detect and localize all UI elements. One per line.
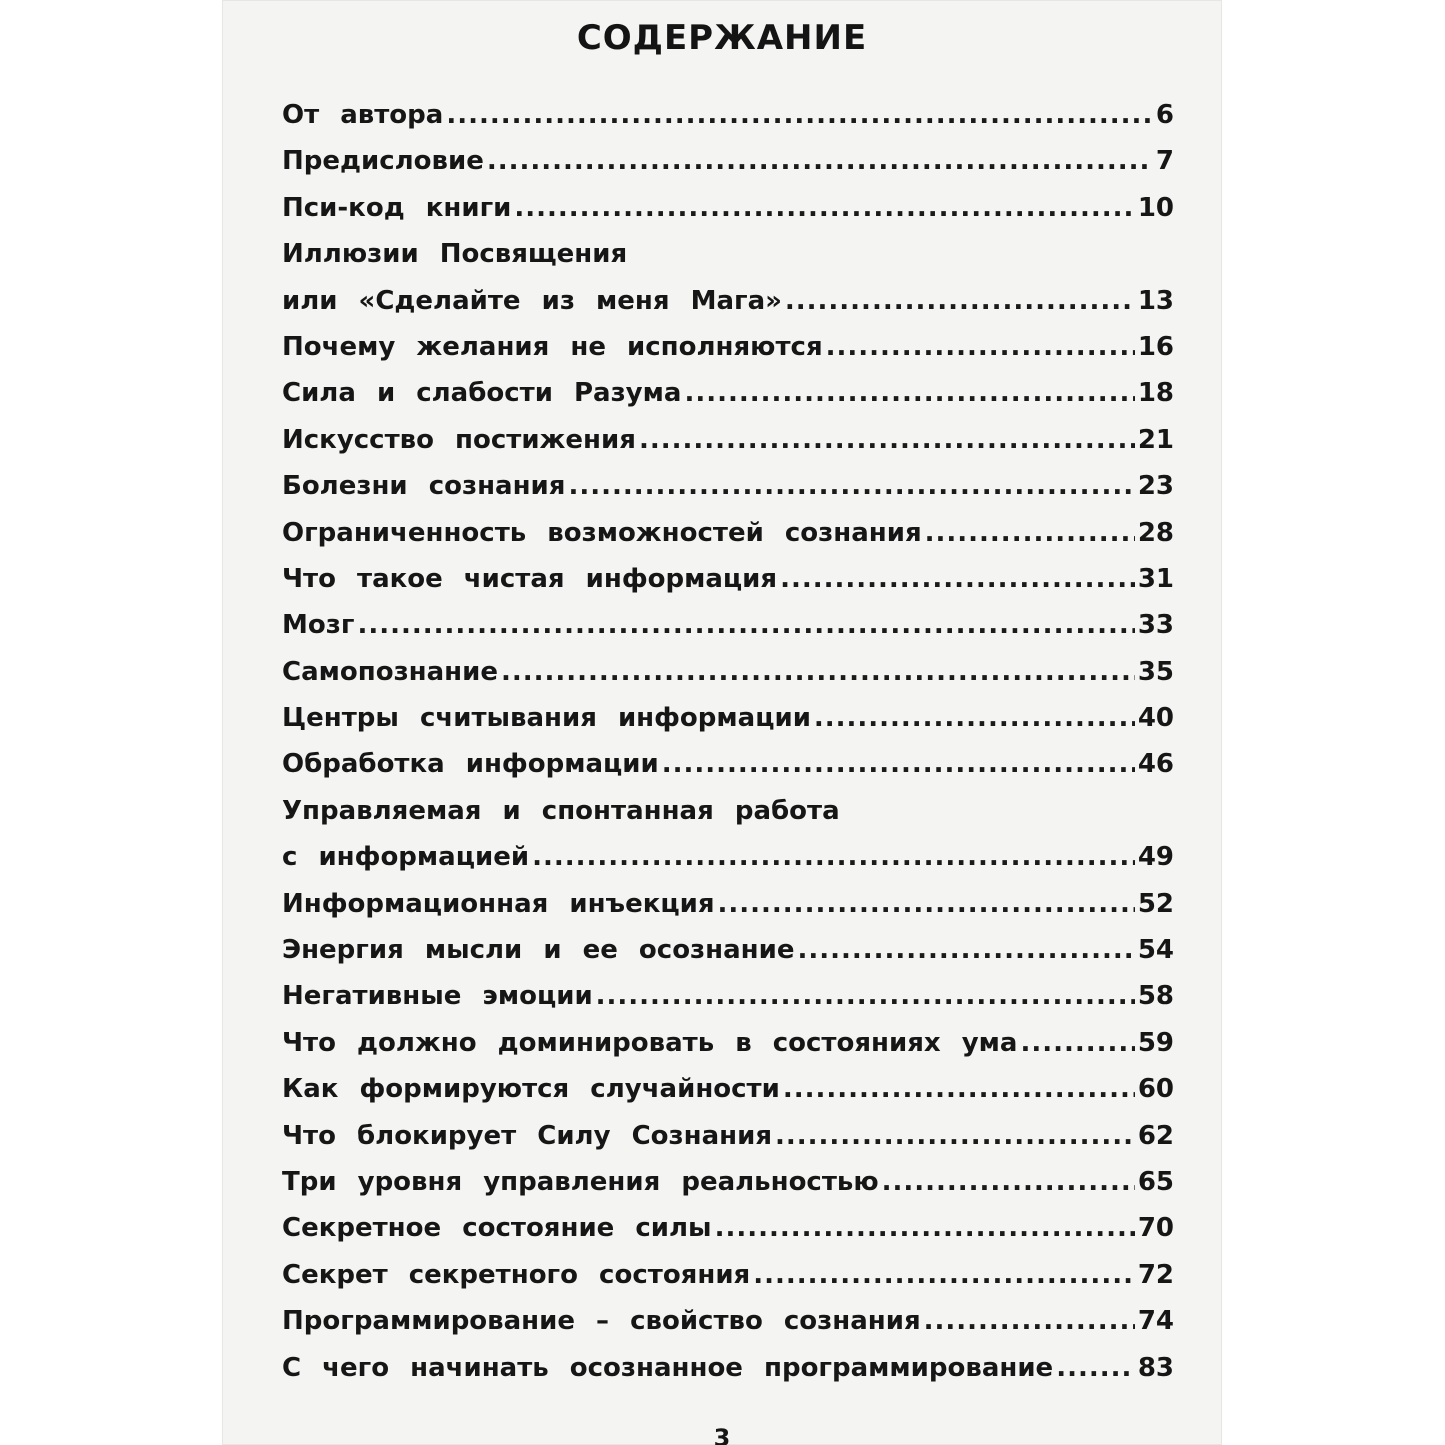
toc-leader-dots [785, 286, 1135, 316]
toc-entry [282, 1306, 1174, 1352]
toc-entry [282, 1213, 1174, 1259]
toc-entry [282, 703, 1174, 749]
toc-entry [282, 796, 1174, 842]
toc-entry-page: 16 [1137, 331, 1174, 362]
toc-leader-dots [501, 657, 1135, 687]
toc-entry-page: 83 [1137, 1352, 1174, 1383]
toc-entry [282, 610, 1174, 656]
toc-entry [282, 564, 1174, 610]
toc-entry-title: Искусство постижения [282, 424, 636, 455]
toc-entry-page: 21 [1137, 424, 1174, 455]
toc-entry-page: 28 [1137, 517, 1174, 548]
toc-entry-page: 31 [1137, 563, 1174, 594]
toc-leader-dots [662, 749, 1135, 779]
toc-entry-title: Энергия мысли и ее осознание [282, 935, 795, 966]
toc-entry [282, 749, 1174, 795]
toc-entry-title: Негативные эмоции [282, 981, 593, 1012]
toc-entry-title: Как формируются случайности [282, 1074, 780, 1105]
toc-leader-dots [797, 935, 1134, 965]
toc-leader-dots [639, 425, 1135, 455]
toc-entry-title: Ограниченность возможностей сознания [282, 517, 922, 548]
toc-leader-dots [596, 981, 1135, 1011]
toc-entry [282, 286, 1174, 332]
toc-entry [282, 842, 1174, 888]
toc-leader-dots [780, 564, 1135, 594]
toc-entry-title: Что должно доминировать в состояниях ума [282, 1027, 1018, 1058]
book-page [222, 0, 1222, 1445]
toc-entry-title: Центры считывания информации [282, 703, 811, 734]
toc-leader-dots [783, 1074, 1135, 1104]
toc-entry-title: Почему желания не исполняются [282, 331, 823, 362]
toc-leader-dots [446, 100, 1153, 130]
toc-leader-dots [924, 1306, 1135, 1336]
toc-entry-title: Что такое чистая информация [282, 563, 778, 594]
toc-leader-dots [814, 703, 1135, 733]
toc-entry [282, 1074, 1174, 1120]
toc-leader-dots [514, 193, 1134, 223]
toc-entry [282, 518, 1174, 564]
toc-entry [282, 657, 1174, 703]
toc-leader-dots [532, 842, 1135, 872]
toc-entry-title: Секрет секретного состояния [282, 1259, 751, 1290]
toc-entry-title: Болезни сознания [282, 471, 566, 502]
toc-entry-title: с информацией [282, 842, 530, 873]
toc-entry-page: 40 [1137, 703, 1174, 734]
toc-entry-title: Секретное состояние силы [282, 1213, 712, 1244]
toc-entry-page: 62 [1137, 1120, 1174, 1151]
toc-entry [282, 1260, 1174, 1306]
toc-entry-title: Мозг [282, 610, 355, 641]
toc-leader-dots [753, 1260, 1135, 1290]
toc-entry-title: Программирование – свойство сознания [282, 1306, 921, 1337]
toc-entry [282, 239, 1174, 285]
table-of-contents [282, 100, 1174, 1399]
toc-entry-page: 74 [1137, 1306, 1174, 1337]
toc-leader-dots [487, 146, 1153, 176]
toc-entry-page: 13 [1137, 285, 1174, 316]
toc-entry-page: 59 [1137, 1027, 1174, 1058]
toc-entry-title: Информационная инъекция [282, 888, 715, 919]
toc-entry-page: 18 [1137, 378, 1174, 409]
toc-entry-page: 58 [1137, 981, 1174, 1012]
toc-entry-page: 33 [1137, 610, 1174, 641]
toc-entry [282, 1167, 1174, 1213]
toc-entry-title: Самопознание [282, 656, 498, 687]
toc-entry-title: Три уровня управления реальностью [282, 1166, 879, 1197]
toc-leader-dots [684, 378, 1134, 408]
toc-entry [282, 378, 1174, 424]
toc-entry [282, 332, 1174, 378]
toc-entry-title: Предисловие [282, 146, 484, 177]
toc-leader-dots [882, 1167, 1135, 1197]
toc-entry-page: 10 [1137, 192, 1174, 223]
toc-entry [282, 193, 1174, 239]
toc-entry-page: 23 [1137, 471, 1174, 502]
toc-leader-dots [775, 1121, 1135, 1151]
page-number: 3 [713, 1424, 731, 1445]
toc-entry [282, 1121, 1174, 1167]
toc-entry-title: Пси-код книги [282, 192, 512, 223]
toc-entry [282, 889, 1174, 935]
toc-entry-title: Что блокирует Силу Сознания [282, 1120, 773, 1151]
toc-entry-title: Иллюзии Посвящения [282, 239, 628, 270]
toc-entry-page: 72 [1137, 1259, 1174, 1290]
toc-leader-dots [1020, 1028, 1134, 1058]
toc-entry [282, 100, 1174, 146]
toc-leader-dots [925, 518, 1135, 548]
toc-entry-title: Сила и слабости Разума [282, 378, 682, 409]
toc-entry-page: 7 [1155, 146, 1174, 177]
toc-entry-title: или «Сделайте из меня Мага» [282, 285, 782, 316]
toc-leader-dots [715, 1213, 1135, 1243]
toc-entry-page: 54 [1137, 935, 1174, 966]
toc-entry-title: Управляемая и спонтанная работа [282, 795, 840, 826]
toc-entry-title: От автора [282, 100, 444, 130]
toc-entry-page: 60 [1137, 1074, 1174, 1105]
page-title: СОДЕРЖАНИЕ [576, 18, 868, 58]
toc-entry-title: С чего начинать осознанное программирование [282, 1352, 1054, 1383]
toc-entry-page: 65 [1137, 1166, 1174, 1197]
toc-leader-dots [1056, 1353, 1135, 1383]
toc-entry [282, 1028, 1174, 1074]
toc-leader-dots [568, 471, 1134, 501]
toc-leader-dots [718, 889, 1135, 919]
toc-entry-page: 70 [1137, 1213, 1174, 1244]
toc-entry-page: 49 [1137, 842, 1174, 873]
toc-leader-dots [357, 610, 1134, 640]
toc-entry [282, 425, 1174, 471]
toc-entry [282, 146, 1174, 192]
toc-entry-title: Обработка информации [282, 749, 659, 780]
toc-entry [282, 935, 1174, 981]
toc-entry [282, 471, 1174, 517]
toc-entry-page: 52 [1137, 888, 1174, 919]
toc-entry [282, 981, 1174, 1027]
toc-entry-page: 35 [1137, 656, 1174, 687]
toc-entry [282, 1353, 1174, 1399]
toc-entry-page: 6 [1155, 100, 1174, 130]
toc-entry-page: 46 [1137, 749, 1174, 780]
toc-leader-dots [826, 332, 1135, 362]
